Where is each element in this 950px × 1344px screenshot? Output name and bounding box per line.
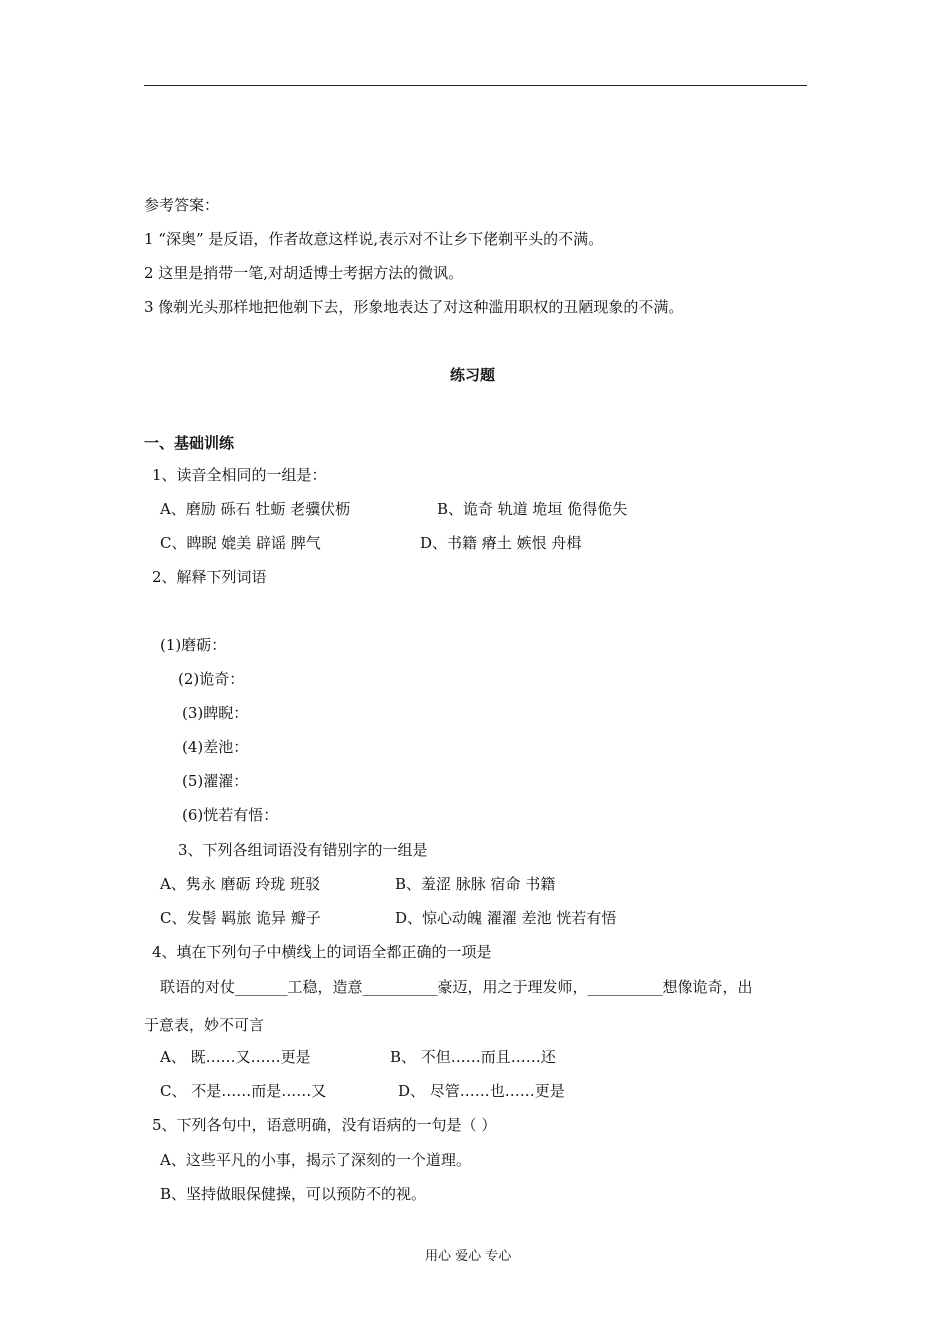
q4-option-d: D、 尽管……也……更是 bbox=[398, 1082, 565, 1100]
q3-option-d: D、惊心动魄 濯濯 差池 恍若有悟 bbox=[395, 909, 617, 927]
q4-option-b: B、 不但……而且……还 bbox=[390, 1048, 556, 1066]
answers-heading: 参考答案： bbox=[144, 196, 220, 214]
q5-option-a: A、这些平凡的小事，揭示了深刻的一个道理。 bbox=[160, 1151, 471, 1169]
q1-option-b: B、诡奇 轨道 垝垣 佹得佹失 bbox=[437, 500, 628, 518]
q4-stem: 4、填在下列句子中横线上的词语全都正确的一项是 bbox=[152, 943, 492, 961]
page-footer: 用心 爱心 专心 bbox=[425, 1249, 512, 1264]
q2-item: (5)濯濯： bbox=[182, 772, 249, 790]
q3-stem: 3、下列各组词语没有错别字的一组是 bbox=[178, 841, 428, 859]
q2-item: (4)差池： bbox=[182, 738, 249, 756]
q2-item: (1)磨砺： bbox=[160, 636, 227, 654]
q5-stem: 5、下列各句中，语意明确，没有语病的一句是（ ） bbox=[152, 1116, 497, 1134]
q1-option-a: A、磨励 砾石 牡蛎 老骥伏枥 bbox=[160, 500, 351, 518]
q3-option-c: C、发髻 羁旅 诡异 瓣子 bbox=[160, 909, 321, 927]
q3-option-a: A、隽永 磨砺 玲珑 班驳 bbox=[160, 875, 321, 893]
q1-stem: 1、读音全相同的一组是： bbox=[152, 466, 327, 484]
section-title: 一、基础训练 bbox=[144, 434, 235, 452]
q4-option-a: A、 既……又……更是 bbox=[160, 1048, 311, 1066]
answer-3: 3 像剃光头那样地把他剃下去，形象地表达了对这种滥用职权的丑陋现象的不满。 bbox=[144, 298, 684, 316]
q2-stem: 2、解释下列词语 bbox=[152, 568, 267, 586]
q1-option-c: C、睥睨 媲美 辟谣 脾气 bbox=[160, 534, 321, 552]
q5-option-b: B、坚持做眼保健操，可以预防不的视。 bbox=[160, 1185, 427, 1203]
q2-item: (2)诡奇： bbox=[178, 670, 245, 688]
q4-option-c: C、 不是……而是……又 bbox=[160, 1082, 327, 1100]
answer-1: 1 “深奥” 是反语，作者故意这样说,表示对不让乡下佬剃平头的不满。 bbox=[144, 230, 604, 248]
header-rule bbox=[144, 85, 807, 86]
q4-sentence-line1: 联语的对仗_______工稳，造意__________豪迈，用之于理发师，__________想像诡奇，出 bbox=[160, 978, 753, 996]
exercise-title: 练习题 bbox=[450, 366, 496, 384]
q4-sentence-line2: 于意表，妙不可言 bbox=[144, 1016, 265, 1034]
q2-item: (6)恍若有悟： bbox=[182, 806, 279, 824]
q2-item: (3)睥睨： bbox=[182, 704, 249, 722]
answer-2: 2 这里是捎带一笔,对胡适博士考据方法的微讽。 bbox=[144, 264, 464, 282]
q3-option-b: B、羞涩 脉脉 宿命 书籍 bbox=[395, 875, 556, 893]
q1-option-d: D、书籍 瘠土 嫉恨 舟楫 bbox=[420, 534, 582, 552]
